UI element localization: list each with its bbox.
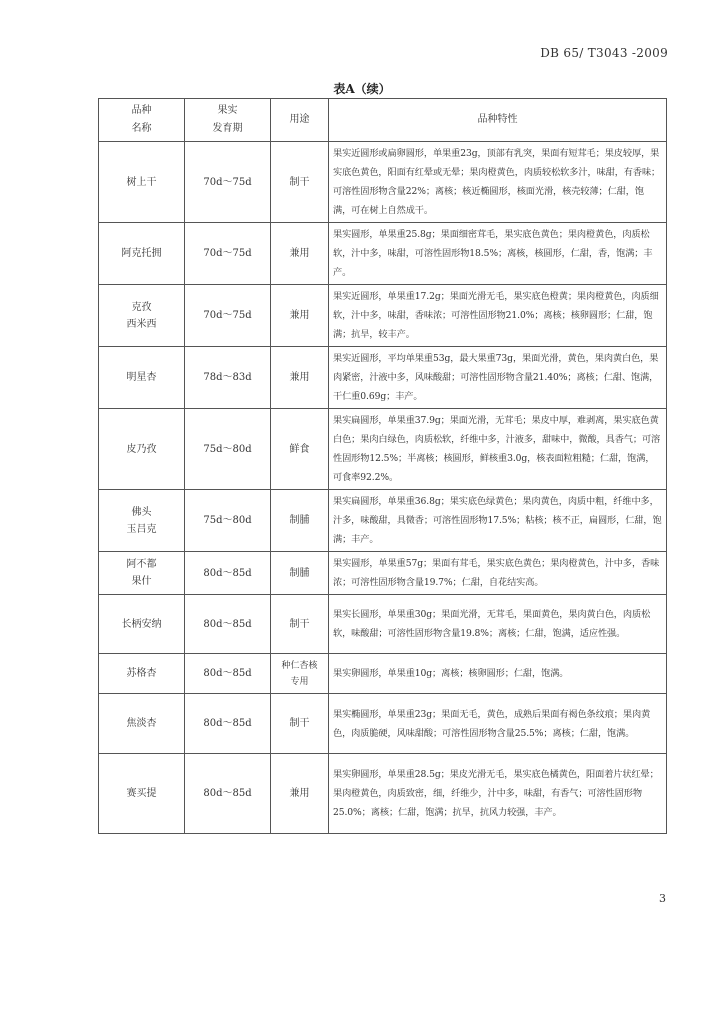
variety-name-line1: 赛买提 [126,788,157,799]
page-number: 3 [659,892,666,905]
table-row [99,654,667,694]
usage-line1: 制干 [289,718,310,729]
variety-name-line2: 西米西 [126,318,157,330]
variety-name [99,654,185,694]
variety-name-line1: 克孜 [131,301,152,313]
document-code: DB 65/ T3043 -2009 [540,46,668,60]
table-row [99,285,667,347]
usage [271,285,329,347]
development-period: 80d～85d [185,654,271,694]
variety-name [99,285,185,347]
variety-traits: 果实扁圆形，单果重36.8g；果实底色绿黄色；果肉黄色，肉质中粗，纤维中多，汁多，味酸甜，具微香；可溶性固形物17.5%；粘核；核不正，扁圆形，仁甜，饱满；丰产。 [329,490,667,552]
development-period: 80d～85d [185,694,271,754]
variety-name [99,694,185,754]
variety-name [99,754,185,834]
usage-line1: 兼用 [289,788,310,799]
usage-line1: 种仁杏核 [281,660,318,671]
usage [271,490,329,552]
usage [271,142,329,223]
development-period: 80d～85d [185,595,271,654]
variety-name-line1: 长柄安纳 [121,618,162,630]
variety-traits: 果实近圆形或扁卵圆形，单果重23g，顶部有乳突，果面有短茸毛；果皮较厚，果实底色黄色，阳面有红晕或无晕；果肉橙黄色，肉质较松软多汁，味甜，有香味；可溶性固形物含量22%；离核；核近椭圆形，核面光滑，核壳较薄；仁甜，饱满，可在树上自然成干。 [329,142,667,223]
variety-name-line1: 焦淡杏 [126,718,157,729]
usage-line1: 兼用 [289,310,310,321]
variety-traits: 果实近圆形，单果重17.2g；果面光滑无毛，果实底色橙黄；果肉橙黄色，肉质细软，汁中多，味甜，香味浓；可溶性固形物21.0%；离核；核卵圆形；仁甜，饱满；抗旱，较丰产。 [329,285,667,347]
header-period-line1: 果实 [217,105,238,116]
usage-line2: 专用 [290,676,309,687]
development-period: 80d～85d [185,552,271,595]
variety-name [99,595,185,654]
usage [271,595,329,654]
variety-traits: 果实椭圆形，单果重23g；果面无毛，黄色，成熟后果面有褐色条纹痕；果肉黄色，肉质脆硬，风味甜酸；可溶性固形物含量25.5%；离核；仁甜，饱满。 [329,694,667,754]
table-row [99,754,667,834]
usage-line1: 兼用 [289,248,310,259]
table-header-row [99,99,667,142]
variety-traits: 果实长圆形，单果重30g；果面光滑，无茸毛，果面黄色，果肉黄白色，肉质松软，味酸甜；可溶性固形物含量19.8%；离核；仁甜，饱满，适应性强。 [329,595,667,654]
header-variety [99,99,185,142]
usage-line1: 制脯 [289,567,310,579]
variety-traits: 果实圆形，单果重57g；果面有茸毛，果实底色黄色；果肉橙黄色，汁中多，香味浓；可溶性固形物含量19.7%；仁甜，自花结实高。 [329,552,667,595]
usage-line1: 制干 [289,618,310,630]
variety-traits: 果实卵圆形，单果重28.5g；果皮光滑无毛，果实底色橘黄色，阳面着片状红晕；果肉橙黄色，肉质致密，细，纤维少，汁中多，味甜，有香气；可溶性固形物25.0%；离核；仁甜，饱满；抗旱，抗风力较强，丰产。 [329,754,667,834]
table-row [99,142,667,223]
usage [271,409,329,490]
header-traits: 品种特性 [329,99,667,142]
usage [271,223,329,285]
variety-name-line2: 果什 [131,576,152,587]
development-period: 78d～83d [185,347,271,409]
variety-name [99,409,185,490]
variety-name [99,223,185,285]
development-period: 70d～75d [185,142,271,223]
development-period: 75d～80d [185,409,271,490]
header-usage: 用途 [271,99,329,142]
variety-name [99,490,185,552]
usage-line1: 制干 [289,176,310,188]
variety-name-line1: 阿克托拥 [121,248,162,259]
development-period: 70d～75d [185,223,271,285]
table-title: 表A（续） [333,82,391,96]
variety-table [98,98,667,834]
variety-traits: 果实卵圆形，单果重10g；离核；核卵圆形；仁甜，饱满。 [329,654,667,694]
usage [271,754,329,834]
variety-name-line1: 佛头 [131,506,152,518]
variety-traits: 果实扁圆形，单果重37.9g；果面光滑，无茸毛；果皮中厚，难剥离，果实底色黄白色；果肉白绿色，肉质松软，纤维中多，汁液多，甜味中，微酸，具香气；可溶性固形物12.5%；半离核；核圆形，鲜核重3.0g，核表面粒粗糙；仁甜，饱满，可食率92.2%。 [329,409,667,490]
usage [271,694,329,754]
variety-traits: 果实近圆形，平均单果重53g，最大果重73g，果面光滑，黄色，果肉黄白色，果肉紧密，汁液中多，风味酸甜；可溶性固形物含量21.40%；离核；仁甜、饱满，干仁重0.69g；丰产。 [329,347,667,409]
table-row [99,347,667,409]
variety-name [99,552,185,595]
usage-line1: 兼用 [289,372,310,383]
table-row [99,490,667,552]
development-period: 80d～85d [185,754,271,834]
variety-name-line2: 玉吕克 [126,523,157,535]
variety-name-line1: 明星杏 [126,372,157,383]
variety-name-line1: 树上干 [126,176,157,188]
header-variety-line1: 品种 [131,105,152,116]
table-row [99,552,667,595]
table-row [99,223,667,285]
table-row [99,409,667,490]
variety-name [99,142,185,223]
header-variety-line2: 名称 [131,123,152,134]
usage [271,654,329,694]
usage-line1: 制脯 [289,515,310,526]
usage-line1: 鲜食 [289,443,310,455]
variety-name-line1: 皮乃孜 [126,443,157,455]
usage [271,552,329,595]
header-period [185,99,271,142]
header-period-line2: 发育期 [212,123,243,134]
development-period: 75d～80d [185,490,271,552]
variety-name [99,347,185,409]
table-row [99,595,667,654]
variety-name-line1: 阿不都 [126,559,157,570]
variety-name-line1: 苏格杏 [126,668,157,679]
usage [271,347,329,409]
variety-traits: 果实圆形，单果重25.8g；果面细密茸毛，果实底色黄色；果肉橙黄色，肉质松软，汁中多，味甜，可溶性固形物18.5%；离核，核圆形，仁甜，香，饱满；丰产。 [329,223,667,285]
development-period: 70d～75d [185,285,271,347]
table-row [99,694,667,754]
